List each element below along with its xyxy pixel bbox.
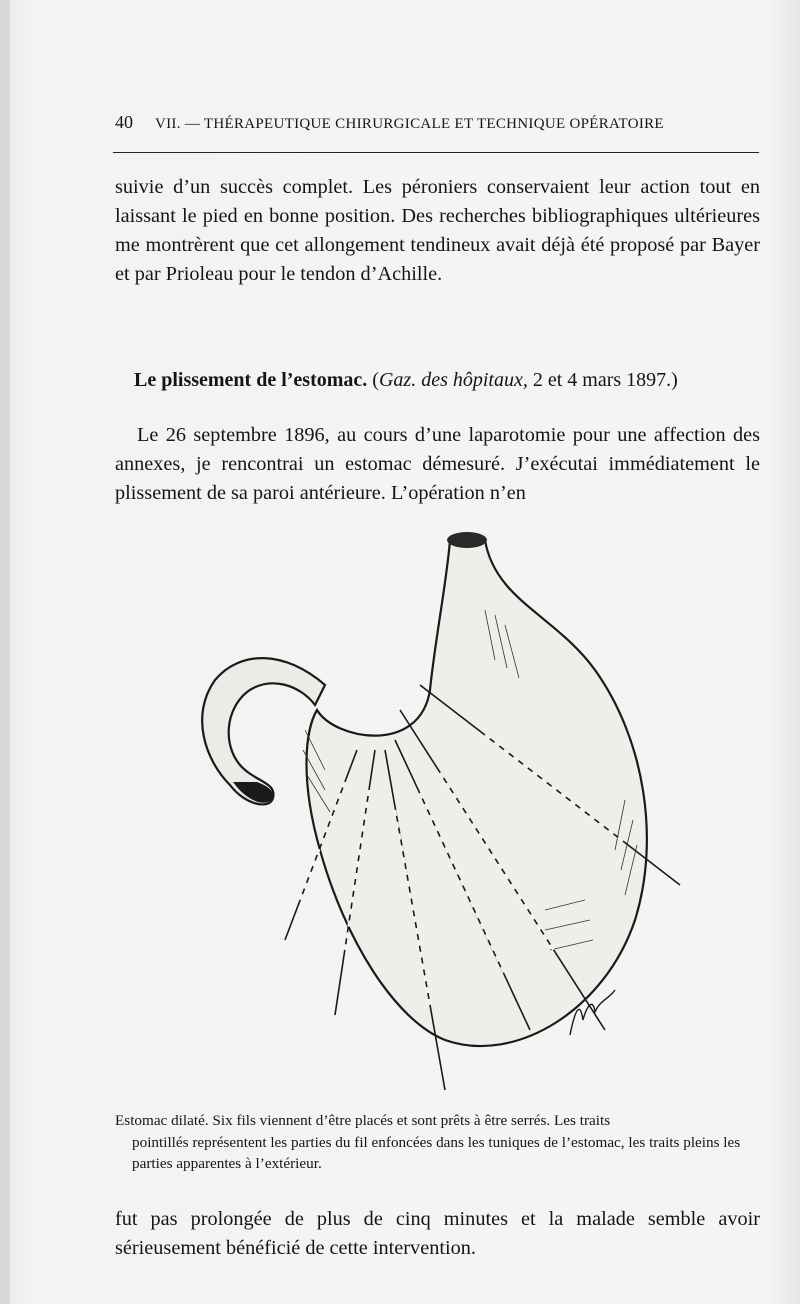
stomach-illustration xyxy=(185,520,705,1095)
page-number: 40 xyxy=(115,112,133,132)
source-open-paren: ( xyxy=(372,369,379,391)
paragraph-continuation: suivie d’un succès complet. Les péroniers conservaient leur action tout en laissant le pied en bonne position. Des recherches bibliographiques ultérieures me montrèrent que cet allongement tendineux avait déjà été proposé par Bayer et par Prioleau pour le tendon d’Achille. xyxy=(115,176,760,285)
stomach-body xyxy=(306,540,646,1046)
running-title: VII. — THÉRAPEUTIQUE CHIRURGICALE ET TECHNIQUE OPÉRATOIRE xyxy=(155,116,664,132)
header-rule xyxy=(113,152,759,153)
caption-line-1: Estomac dilaté. Six fils viennent d’être placés et sont prêts à être serrés. Les traits xyxy=(115,1112,611,1129)
section-heading-line xyxy=(134,366,774,394)
esophagus-opening xyxy=(447,532,487,548)
page-spine-shadow xyxy=(0,0,10,1304)
running-header xyxy=(115,112,760,138)
source-date: 2 et 4 mars 1897.) xyxy=(527,369,678,391)
paragraph-conclusion: fut pas prolongée de plus de cinq minutes et la malade semble avoir sérieusement bénéficié de cette intervention. xyxy=(115,1208,760,1259)
paragraph-stomach-intro: Le 26 septembre 1896, au cours d’une laparotomie pour une affection des annexes, je rencontrai un estomac démesuré. J’exécutai immédiatement le plissement de sa paroi antérieure. L’opération n’en xyxy=(115,424,760,504)
caption-continuation: pointillés représentent les parties du fil enfoncées dans les tuniques de l’estomac, les traits pleins les parties apparentes à l’extérieur. xyxy=(132,1133,741,1172)
source-journal: Gaz. des hôpitaux, xyxy=(378,369,528,391)
section-heading: Le plissement de l’estomac. xyxy=(134,369,368,391)
figure-caption xyxy=(115,1110,765,1175)
stomach-figure xyxy=(185,520,705,1095)
